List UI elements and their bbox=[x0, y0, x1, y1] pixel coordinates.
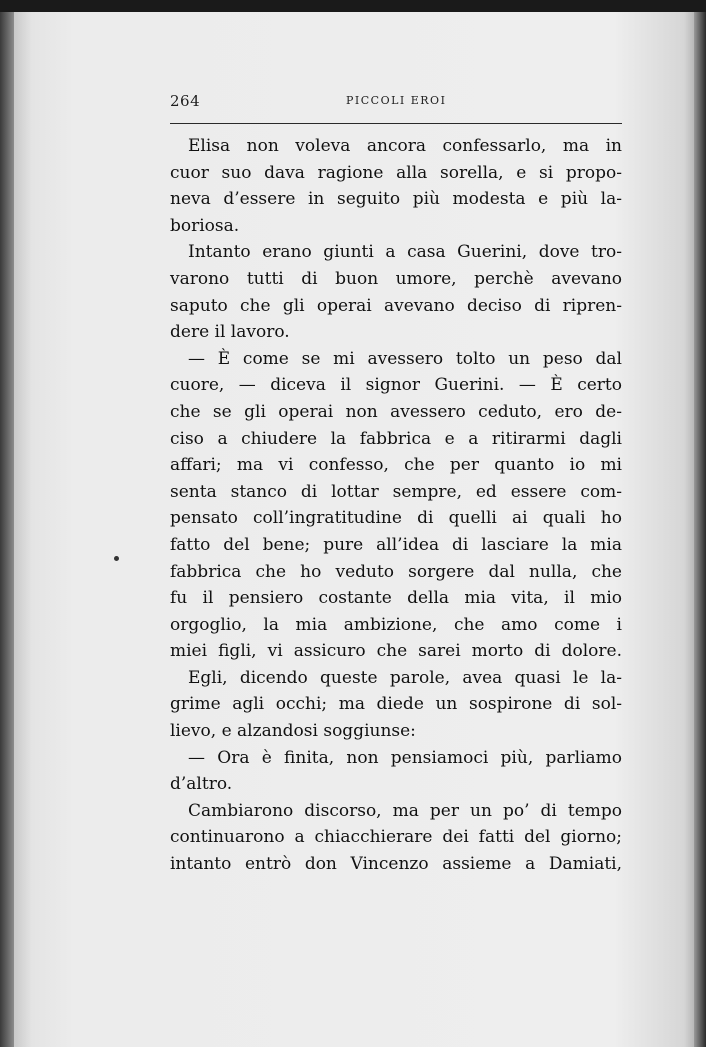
text-line: — Ora è finita, non pensiamoci più, parliamo bbox=[188, 747, 622, 768]
running-title: PICCOLI EROI bbox=[346, 94, 447, 107]
text-line: fatto del bene; pure all’idea di lasciare la mia bbox=[170, 534, 622, 555]
text-line: orgoglio, la mia ambizione, che amo come i bbox=[170, 614, 622, 635]
text-line: boriosa. bbox=[170, 215, 240, 236]
text-line: miei figli, vi assicuro che sarei morto di dolore. bbox=[170, 641, 622, 662]
body-text bbox=[170, 133, 622, 878]
text-line: grime agli occhi; ma diede un sospirone di sol- bbox=[170, 694, 622, 715]
header-rule bbox=[170, 123, 622, 124]
text-line: cuore, — diceva il signor Guerini. — È certo bbox=[170, 375, 622, 396]
text-line: dere il lavoro. bbox=[170, 322, 290, 343]
text-line: Egli, dicendo queste parole, avea quasi le la- bbox=[188, 667, 622, 688]
text-line: Intanto erano giunti a casa Guerini, dove tro- bbox=[188, 242, 622, 263]
text-line: Elisa non voleva ancora confessarlo, ma in bbox=[188, 136, 622, 156]
text-line: intanto entrò don Vincenzo assieme a Damiati, bbox=[170, 854, 622, 875]
text-line: fabbrica che ho veduto sorgere dal nulla, che bbox=[170, 561, 622, 582]
text-line: neva d’essere in seguito più modesta e più la- bbox=[170, 189, 622, 210]
text-line: fu il pensiero costante della mia vita, il mio bbox=[170, 588, 622, 609]
text-line: saputo che gli operai avevano deciso di ripren- bbox=[170, 295, 622, 316]
page-speck bbox=[114, 556, 119, 561]
text-line: Cambiarono discorso, ma per un po’ di tempo bbox=[188, 800, 622, 821]
page-number: 264 bbox=[170, 92, 201, 110]
book-binding-right bbox=[694, 12, 706, 1047]
text-line: varono tutti di buon umore, perchè avevano bbox=[170, 268, 622, 289]
text-line: continuarono a chiacchierare dei fatti del giorno; bbox=[170, 827, 622, 848]
text-line: lievo, e alzandosi soggiunse: bbox=[170, 721, 416, 742]
text-line: d’altro. bbox=[170, 774, 233, 795]
book-binding-left bbox=[0, 12, 14, 1047]
text-line: affari; ma vi confesso, che per quanto io mi bbox=[170, 455, 622, 476]
text-line: pensato coll’ingratitudine di quelli ai quali ho bbox=[170, 508, 622, 529]
text-line: che se gli operai non avessero ceduto, ero de- bbox=[170, 401, 622, 422]
text-line: cuor suo dava ragione alla sorella, e si propo- bbox=[170, 162, 622, 183]
text-line: senta stanco di lottar sempre, ed essere com- bbox=[170, 481, 622, 502]
running-head bbox=[170, 92, 644, 118]
text-line: — È come se mi avessero tolto un peso dal bbox=[188, 348, 622, 369]
text-line: ciso a chiudere la fabbrica e a ritirarmi dagli bbox=[170, 428, 622, 449]
